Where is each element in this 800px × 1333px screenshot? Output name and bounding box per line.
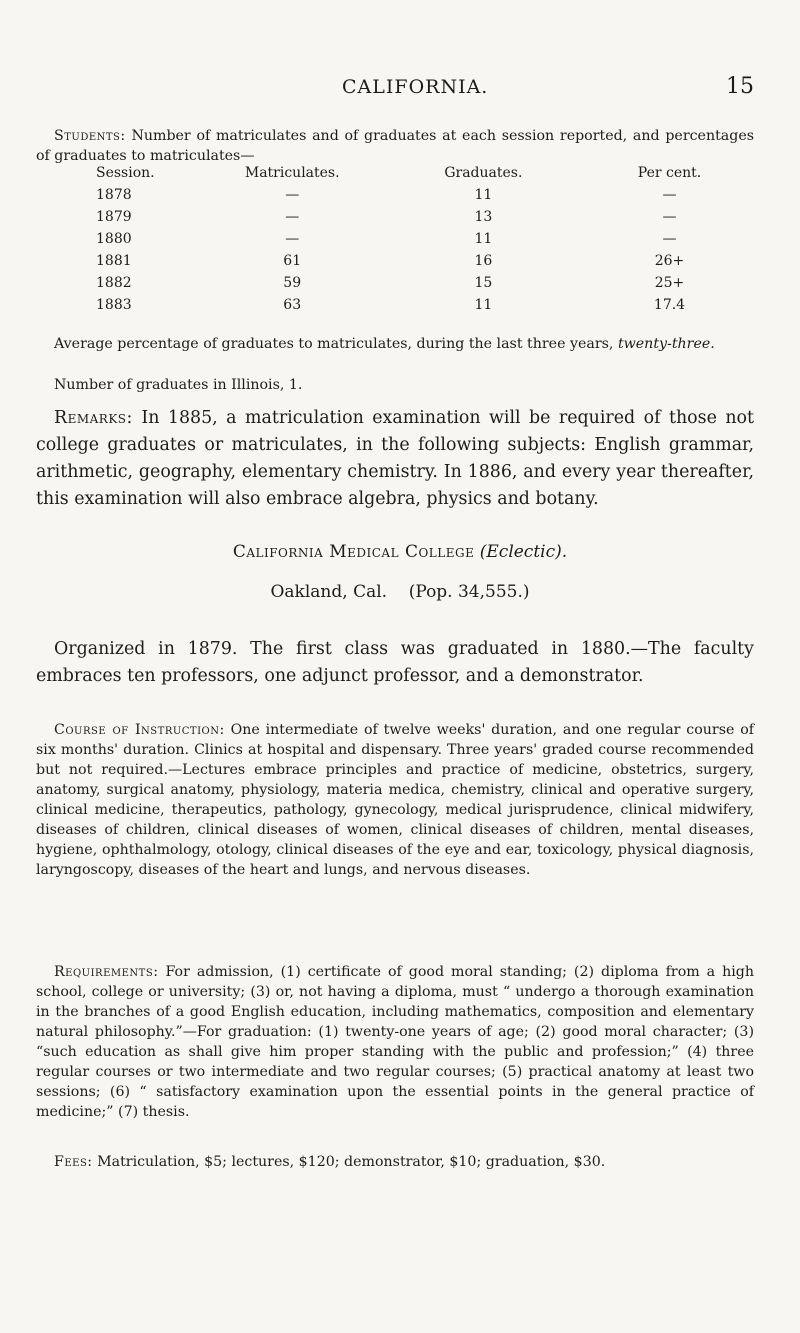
organized-paragraph: Organized in 1879. The first class was graduated in 1880.—The faculty embraces ten professors, one adjunct professor, and a demonstrator.: [36, 639, 754, 686]
students-paragraph: [36, 126, 754, 166]
table-cell: 25+: [654, 275, 685, 291]
page-number: 15: [726, 74, 754, 99]
table-cell: 17.4: [653, 297, 686, 313]
fees-paragraph: [36, 1152, 754, 1172]
table-cell: 1882: [96, 275, 132, 291]
table-cell: 11: [474, 231, 493, 247]
course-paragraph: [36, 720, 754, 880]
average-value: twenty-three.: [617, 336, 715, 352]
remarks-text: In 1885, a matriculation examination will be required of those not college graduates or matriculates, in the following subjects: English grammar, arithmetic, geography, elementary chemistry. In 1886, and every year thereafter, this examination will also embrace algebra, physics and botany.: [36, 408, 754, 509]
statistics-table: [90, 162, 750, 316]
table-cell: 61: [283, 253, 302, 269]
illinois-paragraph: Number of graduates in Illinois, 1.: [54, 377, 303, 393]
table-cell: 11: [474, 297, 493, 313]
table-cell: 16: [474, 253, 493, 269]
remarks-label: Remarks:: [54, 408, 133, 428]
college-location: Oakland, Cal.: [270, 582, 388, 602]
course-label: Course of Instruction:: [54, 722, 225, 738]
fees-text: Matriculation, $5; lectures, $120; demonstrator, $10; graduation, $30.: [97, 1154, 606, 1170]
college-type: (Eclectic).: [479, 542, 568, 562]
header-per-cent: Per cent.: [637, 165, 702, 181]
table-row: [90, 184, 750, 206]
students-label: Students:: [54, 128, 126, 144]
average-paragraph: [36, 334, 754, 354]
college-name: California Medical College: [232, 542, 475, 562]
header-matriculates: Matriculates.: [244, 165, 340, 181]
fees-label: Fees:: [54, 1154, 93, 1170]
table-cell: 59: [283, 275, 302, 291]
table-row: [90, 250, 750, 272]
table-cell: 15: [474, 275, 493, 291]
college-location-heading: [0, 582, 800, 602]
requirements-label: Requirements:: [54, 964, 159, 980]
table-row: [90, 294, 750, 316]
table-header-row: [90, 162, 750, 184]
table-row: [90, 206, 750, 228]
running-title: CALIFORNIA.: [342, 76, 489, 98]
requirements-paragraph: [36, 962, 754, 1122]
header-graduates: Graduates.: [444, 165, 523, 181]
table-cell: 1878: [96, 187, 132, 203]
table-cell: 26+: [654, 253, 685, 269]
table-cell: 1879: [96, 209, 132, 225]
table-cell: —: [285, 231, 300, 247]
college-heading: [0, 542, 800, 562]
table-cell: 1881: [96, 253, 132, 269]
table-row: [90, 228, 750, 250]
table-row: [90, 272, 750, 294]
table-cell: —: [285, 187, 300, 203]
table-cell: 63: [283, 297, 302, 313]
average-text: Average percentage of graduates to matriculates, during the last three years,: [54, 336, 614, 352]
table-cell: —: [662, 209, 677, 225]
college-population: (Pop. 34,555.): [408, 582, 530, 602]
header-session: Session.: [96, 165, 155, 181]
course-text: One intermediate of twelve weeks' duration, and one regular course of six months' duration. Clinics at hospital and dispensary. Three years' graded course recommended but not required.—Lectures embrace principles and practice of medicine, obstetrics, surgery, anatomy, surgical anatomy, physiology, materia medica, chemistry, clinical and operative surgery, clinical medicine, therapeutics, pathology, gynecology, medical jurisprudence, clinical midwifery, diseases of children, clinical diseases of women, clinical diseases of children, mental diseases, hygiene, ophthalmology, otology, clinical diseases of the eye and ear, toxicology, physical diagnosis, laryngoscopy, diseases of the heart and lungs, and nervous diseases.: [36, 722, 754, 878]
requirements-text: For admission, (1) certificate of good moral standing; (2) diploma from a high school, college or university; (3) or, not having a diploma, must “ undergo a thorough examination in the branches of a good English education, including mathematics, composition and elementary natural philosophy.”—For graduation: (1) twenty-one years of age; (2) good moral character; (3) “such education as shall give him proper standing with the public and profession;” (4) three regular courses or two intermediate and two regular courses; (5) practical anatomy at least two sessions; (6) “ satisfactory examination upon the essential points in the general practice of medicine;” (7) thesis.: [36, 964, 754, 1120]
table-cell: 1880: [96, 231, 132, 247]
table-cell: 11: [474, 187, 493, 203]
remarks-paragraph: [36, 405, 754, 513]
table-cell: 1883: [96, 297, 132, 313]
table-cell: —: [662, 231, 677, 247]
table-cell: —: [662, 187, 677, 203]
table-cell: —: [285, 209, 300, 225]
table-cell: 13: [474, 209, 493, 225]
running-head: [0, 76, 800, 106]
students-text: Number of matriculates and of graduates at each session reported, and percentages of graduates to matriculates—: [36, 128, 754, 164]
